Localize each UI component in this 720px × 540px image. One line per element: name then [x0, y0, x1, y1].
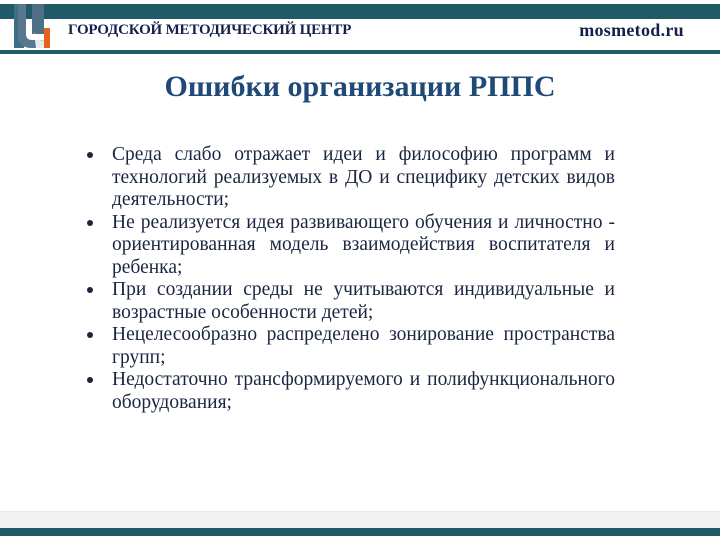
bullet-item: [87, 144, 615, 212]
bullet-dot-icon: [87, 377, 93, 383]
bullet-text: Не реализуется идея развивающего обучения и личностно - ориентированная модель взаимодействия воспитателя и ребенка;: [112, 211, 615, 278]
bullet-item: [87, 212, 615, 280]
bullet-item: [87, 324, 615, 369]
mosmetod-logo-icon: [14, 2, 60, 50]
bullet-text: Недостаточно трансформируемого и полифункционального оборудования;: [112, 369, 615, 413]
slide-title: Ошибки организации РППС: [164, 70, 556, 103]
bullet-item: [87, 279, 615, 324]
bullet-list: [87, 144, 615, 414]
bullet-text: Нецелесообразно распределено зонирование пространства групп;: [112, 324, 615, 368]
bullet-dot-icon: [87, 332, 93, 338]
bullet-text: При создании среды не учитываются индивидуальные и возрастные особенности детей;: [112, 279, 615, 323]
footer-band: [0, 528, 720, 536]
header-bottom-band: [0, 50, 720, 54]
bullet-dot-icon: [87, 152, 93, 158]
bullet-text: Среда слабо отражает идеи и философию программ и технологий реализуемых в ДО и специфику детских видов деятельности;: [112, 144, 615, 210]
bullet-dot-icon: [87, 287, 93, 293]
website-link[interactable]: mosmetod.ru: [579, 20, 684, 40]
header-top-band: [0, 4, 720, 19]
bullet-item: [87, 369, 615, 414]
organization-name: ГОРОДСКОЙ МЕТОДИЧЕСКИЙ ЦЕНТР: [68, 22, 352, 38]
slide-content: [87, 144, 615, 414]
bullet-dot-icon: [87, 220, 93, 226]
